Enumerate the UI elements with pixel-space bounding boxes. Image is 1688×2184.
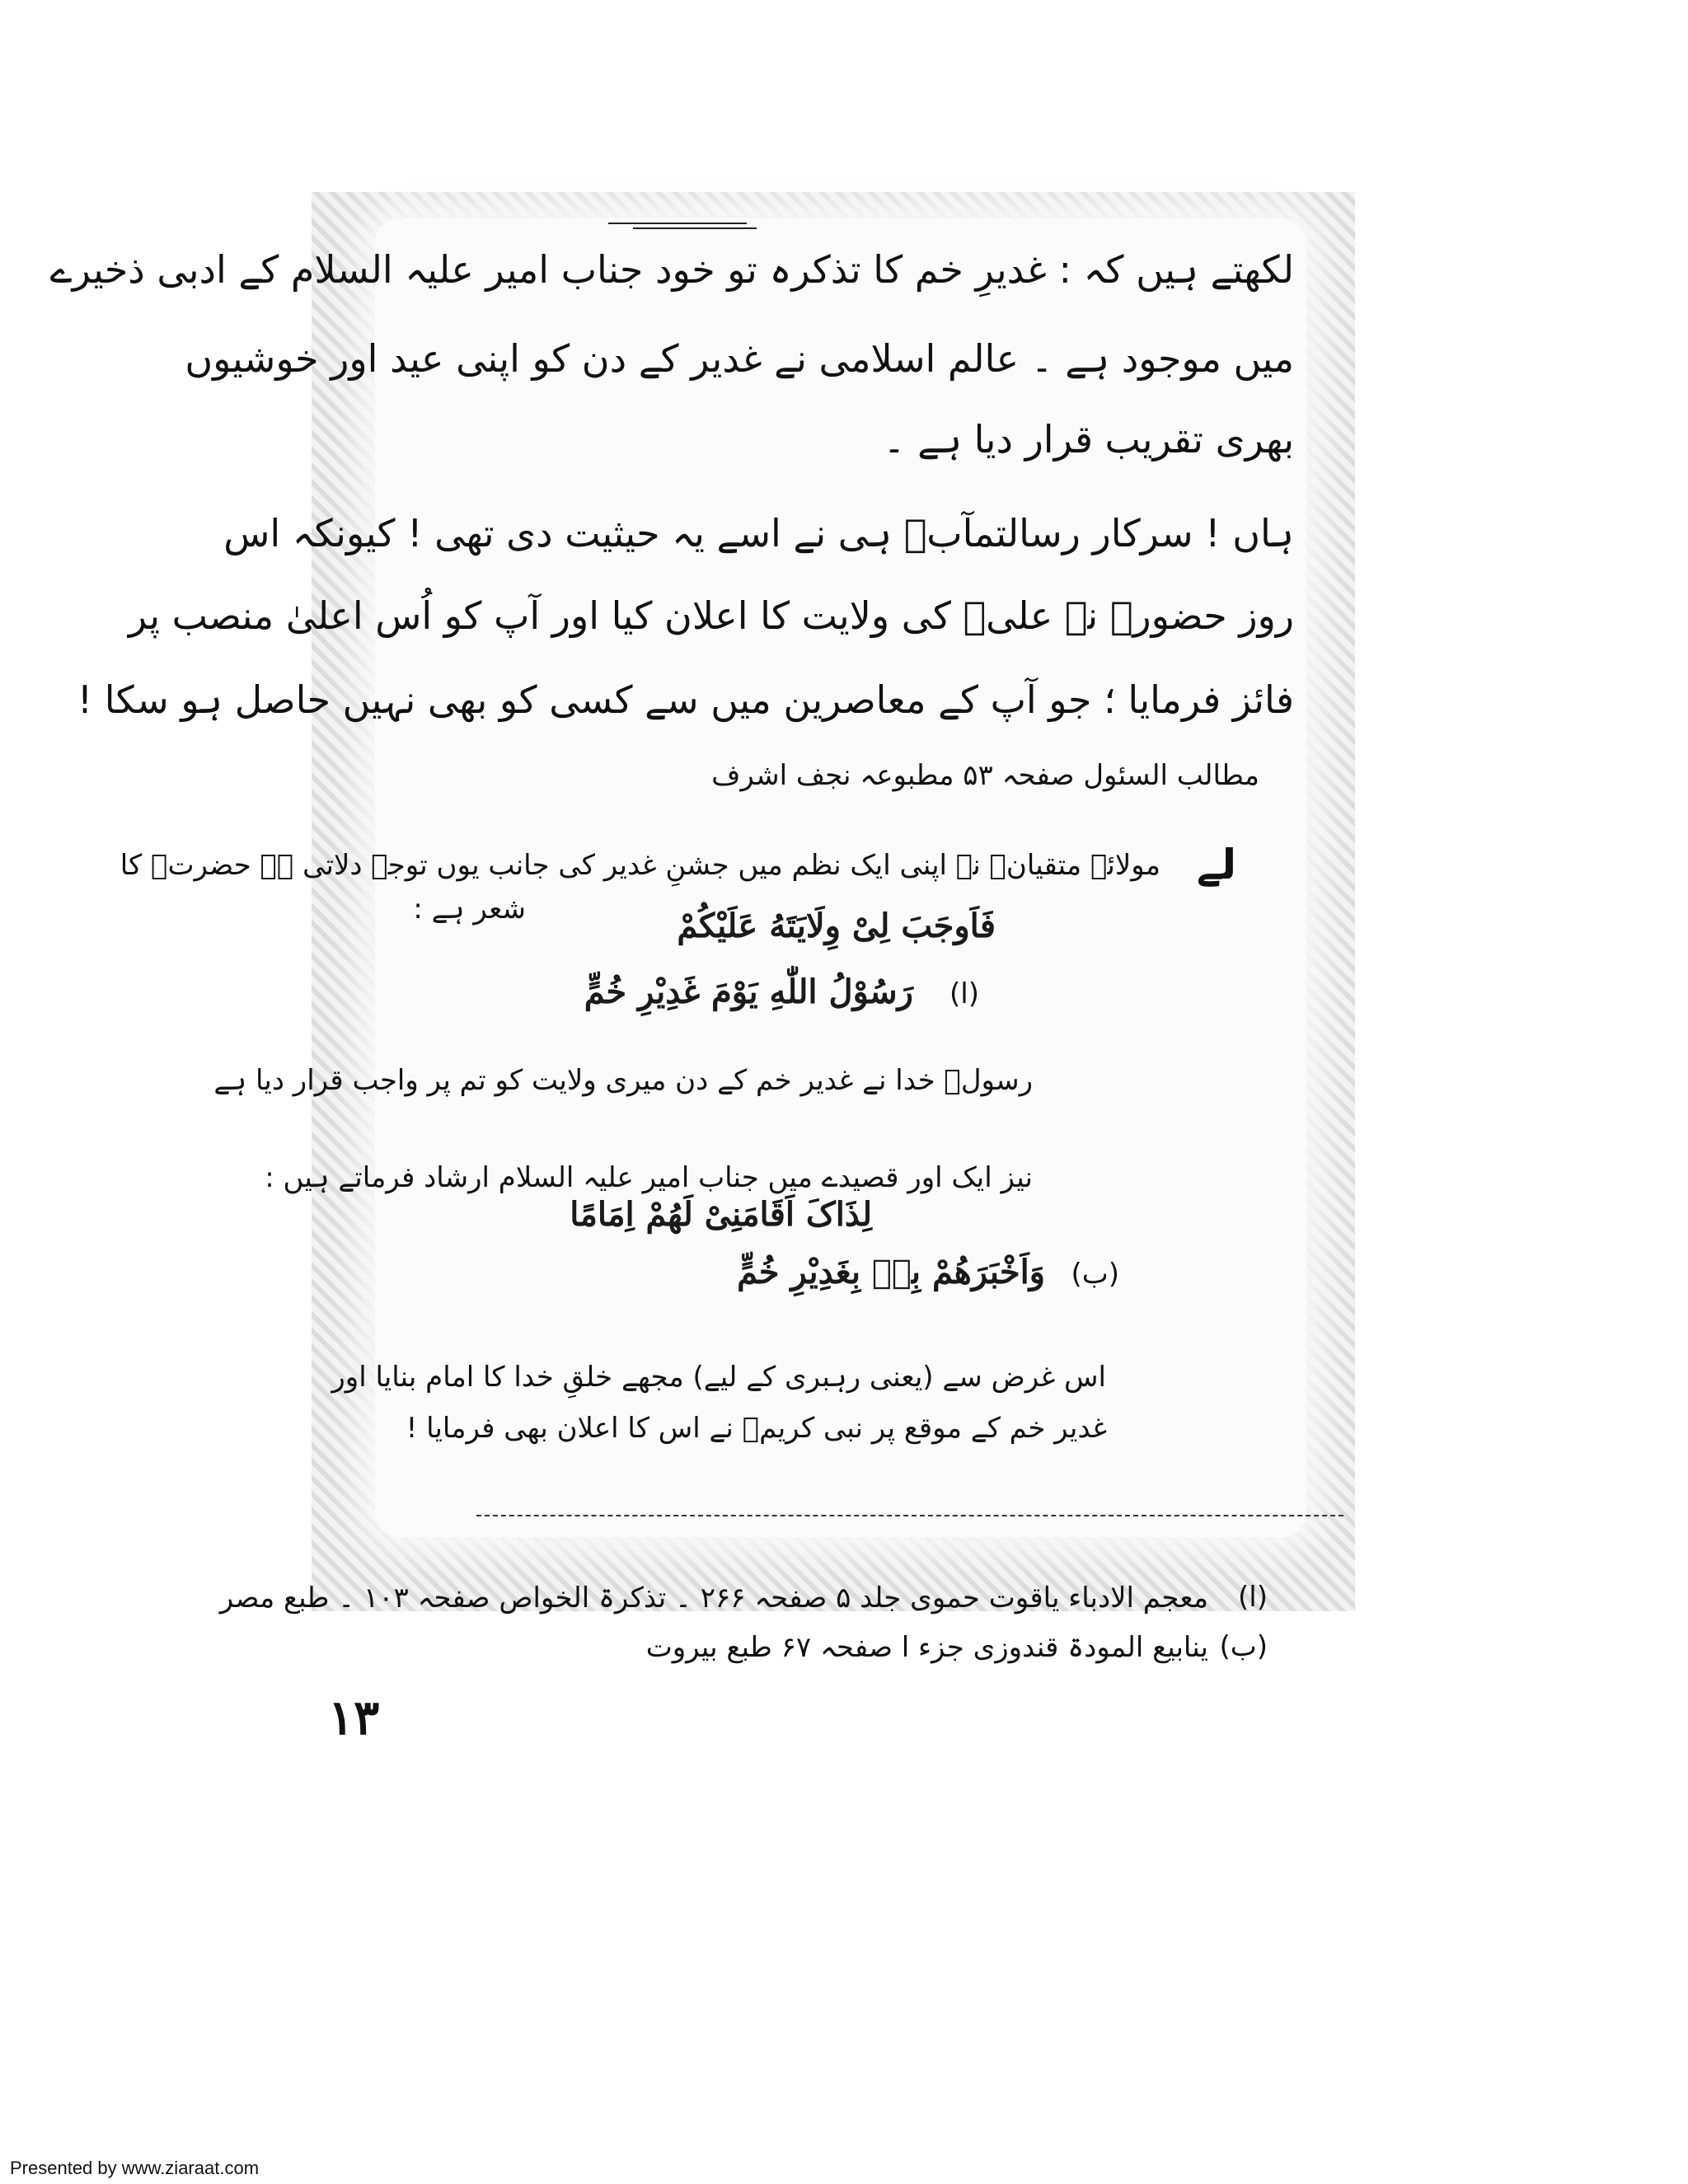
overline-mark — [608, 223, 747, 224]
translation-1: رسولؐ خدا نے غدیر خم کے دن میری ولایت کو تم پر واجب قرار دیا ہے — [213, 1064, 1033, 1097]
presented-by-credit: Presented by www.ziaraat.com — [10, 2158, 260, 2178]
verse-4: وَاَخْبَرَهُمْ بِهٖ بِغَدِیْرِ خُمٍّ — [737, 1253, 1045, 1291]
body-line-2: میں موجود ہے ۔ عالم اسلامی نے غدیر کے دن کو اپنی عید اور خوشیوں — [185, 336, 1294, 381]
source-citation: مطالب السئول صفحہ ۵۳ مطبوعہ نجف اشرف — [711, 759, 1259, 792]
footnote-mark-1: (ا) — [1238, 1581, 1268, 1614]
body-line-4: ہاں ! سرکار رسالتمآبؐ ہی نے اسے یہ حیثیت دی تھی ! کیونکہ اس — [223, 511, 1294, 555]
body-line-3: بھری تقریب قرار دیا ہے ۔ — [883, 417, 1294, 462]
footnote-1: معجم الادباء یاقوت حموی جلد ۵ صفحہ ۲۶۶ ۔ تذکرۃ الخواص صفحہ ۱۰۳ ۔ طبع مصر — [219, 1582, 1208, 1615]
overline-mark — [633, 227, 757, 229]
verse-3: لِذَاکَ اَقَامَنِیْ لَهُمْ اِمَامًا — [570, 1195, 872, 1234]
translation-2b: غدیر خم کے موقع پر نبی کریمؐ نے اس کا اعلان بھی فرمایا ! — [406, 1412, 1107, 1445]
verse-1: فَاَوجَبَ لِیْ وِلَایَتَهُ عَلَیْکُمْ — [677, 907, 996, 945]
verse-2-ref: (ا) — [950, 977, 979, 1010]
note-intro-2: شعر ہے : — [413, 893, 526, 926]
note-intro-3: نیز ایک اور قصیدے میں جناب امیر علیہ السلام ارشاد فرماتے ہیں : — [265, 1161, 1033, 1194]
body-line-5: روز حضورؐ نے علیؑ کی ولایت کا اعلان کیا اور آپ کو اُس اعلیٰ منصب پر — [128, 593, 1294, 638]
verse-4-ref: (ب) — [1071, 1258, 1119, 1291]
body-line-1: لکھتے ہیں کہ : غدیرِ خم کا تذکرہ تو خود جناب امیر علیہ السلام کے ادبی ذخیرے — [49, 247, 1294, 292]
note-intro-1: مولائے متقیانؑ نے اپنی ایک نظم میں جشنِ غدیر کی جانب یوں توجہ دلاتی ہے حضرتؑ کا — [120, 849, 1160, 882]
footnote-divider — [476, 1515, 1343, 1516]
page-number: ۱۳ — [328, 1690, 380, 1746]
body-line-6: فائز فرمایا ؛ جو آپ کے معاصرین میں سے کسی کو بھی نہیں حاصل ہو سکا ! — [77, 677, 1294, 722]
footnote-mark-2: (ب) — [1219, 1630, 1268, 1663]
footnote-2: ینابیع المودۃ قندوزی جزء ا صفحہ ۶۷ طبع بیروت — [645, 1631, 1208, 1664]
note-marker: لے — [1196, 841, 1236, 888]
verse-2: رَسُوْلُ اللّٰهِ یَوْمَ غَدِیْرِ خُمٍّ — [584, 972, 913, 1011]
translation-2a: اس غرض سے (یعنی رہبری کے لیے) مجھے خلقِ خدا کا امام بنایا اور — [331, 1361, 1106, 1394]
